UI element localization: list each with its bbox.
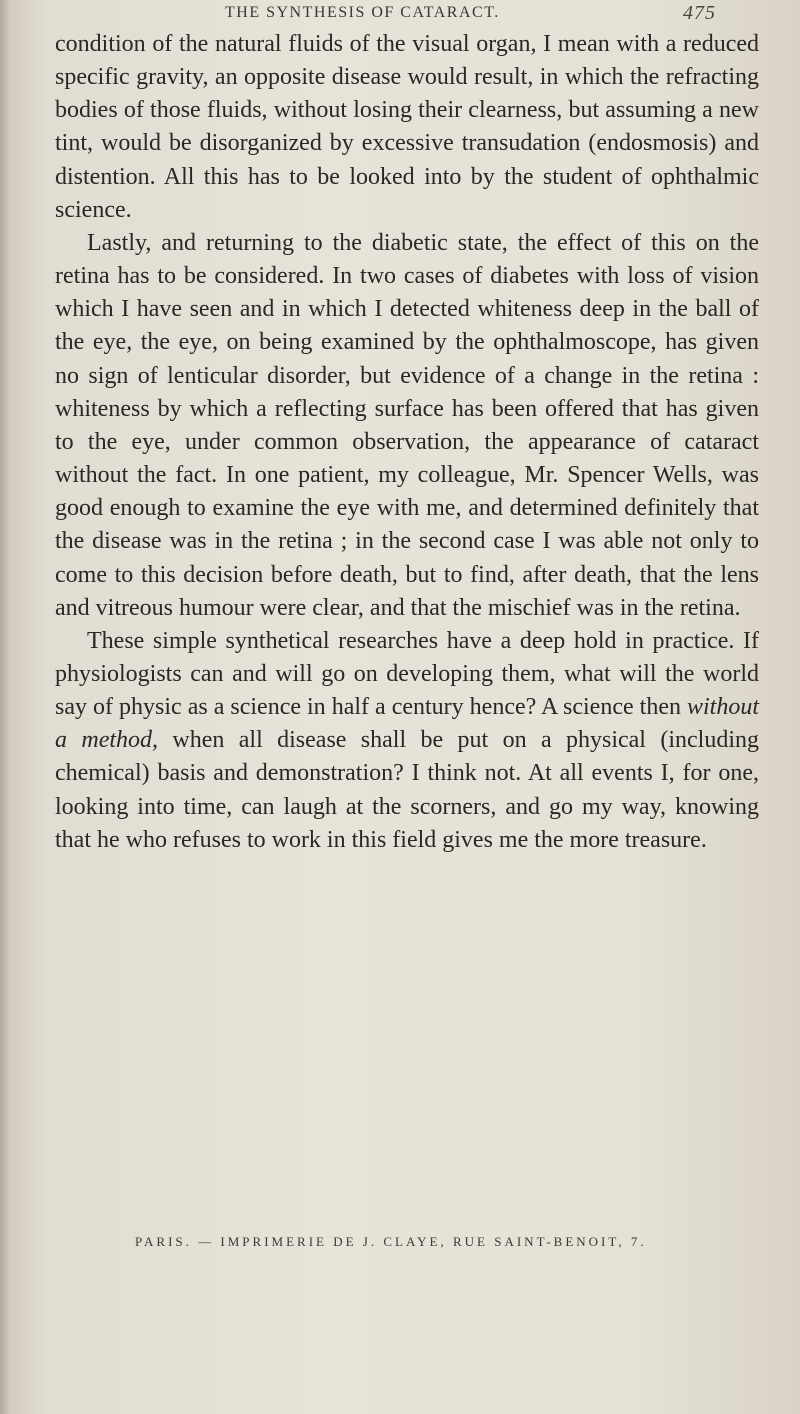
running-title: THE SYNTHESIS OF CATARACT.: [225, 4, 500, 21]
paragraph-2: Lastly, and returning to the diabetic state, the effect of this on the retina has to be considered. In two cases of diabetes with loss of vision which I have seen and in which I detected whiteness deep in the ball of the eye, the eye, on being examined by the ophthalmoscope, has given no sign of lenticular disorder, but evidence of a change in the retina : whiteness by which a reflecting surface has been offered that has given to the eye, under common observation, the appearance of cataract without the fact. In one patient, my colleague, Mr. Spencer Wells, was good enough to examine the eye with me, and determined definitely that the disease was in the retina ; in the second case I was able not only to come to this decision before death, but to find, after death, that the lens and vitreous humour were clear, and that the mischief was in the retina.: [55, 229, 759, 621]
emphasis-without-a-method: without a method,: [55, 694, 759, 754]
paragraph-1: condition of the natural fluids of the visual organ, I mean with a reduced specific gravity, an opposite disease would result, in which the refracting bodies of those fluids, without losing their clearness, but assuming a new tint, would be disorganized by excessive transudation (endosmosis) and distention. All this has to be looked into by the student of ophthalmic science.: [55, 31, 759, 223]
page-gutter-shadow: [0, 0, 10, 1414]
body-text: [55, 28, 759, 857]
page-number: 475: [683, 2, 716, 24]
printer-imprint: PARIS. — IMPRIMERIE DE J. CLAYE, RUE SAINT-BENOIT, 7.: [135, 1234, 647, 1249]
running-header: [0, 4, 800, 28]
paragraph-3-part-2: when all disease shall be put on a physical (including chemical) basis and demonstration? I think not. At all events I, for one, looking into time, can laugh at the scorners, and go my way, knowing that he who refuses to work in this field gives me the more treasure.: [55, 727, 759, 853]
paragraph-3: [55, 625, 759, 857]
paragraph-3-part-1: These simple synthetical researches have a deep hold in practice. If physiologists can and will go on developing them, what will the world say of physic as a science in half a century hence? A science then: [55, 627, 759, 721]
